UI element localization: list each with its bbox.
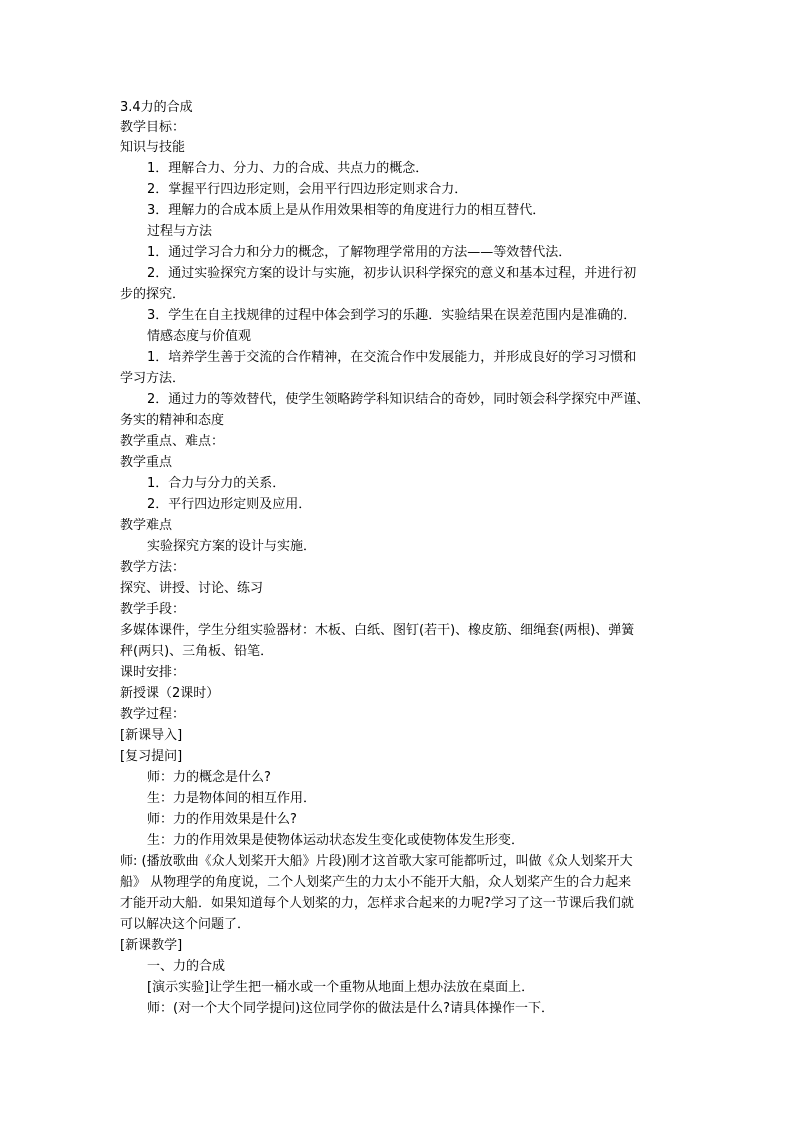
text-line: 秤(两只)、三角板、铅笔． [120, 644, 274, 659]
text-line: 1．通过学习合力和分力的概念，了解物理学常用的方法——等效替代法． [147, 245, 572, 260]
text-line: 2．掌握平行四边形定则，会用平行四边形定则求合力． [147, 182, 468, 197]
text-line: 新授课（2课时） [120, 686, 220, 701]
text-line: [演示实验]让学生把一桶水或一个重物从地面上想办法放在桌面上． [147, 980, 535, 995]
dialogue-line: 生：力的作用效果是使物体运动状态发生变化或使物体发生形变． [147, 833, 525, 848]
text-line: 2．通过实验探究方案的设计与实施，初步认识科学探究的意义和基本过程，并进行初 [147, 266, 637, 281]
heading-methods: 教学方法： [120, 560, 186, 575]
text-line: 可以解决这个问题了． [120, 917, 251, 932]
text-line: 2．通过力的等效替代，使学生领略跨学科知识结合的奇妙，同时领会科学探究中严谨、 [147, 392, 650, 407]
text-line: 师：(对一个大个同学提问)这位同学你的做法是什么?请具体操作一下． [147, 1001, 555, 1016]
text-line: 3．学生在自主找规律的过程中体会到学习的乐趣．实验结果在误差范围内是准确的． [147, 308, 637, 323]
text-line: 实验探究方案的设计与实施． [147, 539, 317, 554]
heading-means: 教学手段： [120, 602, 186, 617]
subheading-force-composition: 一、力的合成 [147, 959, 226, 974]
text-line: 才能开动大船．如果知道每个人划桨的力，怎样求合起来的力呢?学习了这一节课后我们就 [120, 896, 634, 911]
dialogue-line: 师：力的作用效果是什么? [147, 812, 297, 827]
text-line: 1．合力与分力的关系． [147, 476, 286, 491]
dialogue-line: 生：力是物体间的相互作用． [147, 791, 317, 806]
text-line: 2．平行四边形定则及应用． [147, 497, 312, 512]
text-line: 步的探究． [120, 287, 186, 302]
subheading-knowledge: 知识与技能 [120, 140, 186, 155]
text-line: [复习提问] [120, 749, 183, 764]
text-line: 1．理解合力、分力、力的合成、共点力的概念． [147, 161, 429, 176]
text-line: 1．培养学生善于交流的合作精神，在交流合作中发展能力，并形成良好的学习习惯和 [147, 350, 637, 365]
text-line: 多媒体课件，学生分组实验器材：木板、白纸、图钉(若干)、橡皮筋、细绳套(两根)、弹簧 [120, 623, 635, 638]
text-line: [新课导入] [120, 728, 183, 743]
text-line: 探究、讲授、讨论、练习 [120, 581, 264, 596]
subheading-process: 过程与方法 [147, 224, 213, 239]
subheading-attitude: 情感态度与价值观 [147, 329, 252, 344]
heading-schedule: 课时安排： [120, 665, 186, 680]
heading-key-points: 教学重点、难点： [120, 434, 225, 449]
heading-process: 教学过程： [120, 707, 186, 722]
text-line: 3．理解力的合成本质上是从作用效果相等的角度进行力的相互替代． [147, 203, 546, 218]
text-line: 学习方法． [120, 371, 186, 386]
dialogue-line: 师：力的概念是什么? [147, 770, 271, 785]
text-line: 务实的精神和态度 [120, 413, 225, 428]
heading-objectives: 教学目标： [120, 120, 186, 135]
text-line: 船》 从物理学的角度说，二个人划桨产生的力太小不能开大船，众人划桨产生的合力起来 [120, 875, 632, 890]
subheading-difficulties: 教学难点 [120, 518, 173, 533]
text-line: [新课教学] [120, 938, 183, 953]
section-title: 3.4力的合成 [120, 100, 193, 115]
subheading-key-points: 教学重点 [120, 455, 173, 470]
text-line: 师: (播放歌曲《众人划桨开大船》片段)刚才这首歌大家可能都听过，叫做《众人划桨开大 [120, 854, 633, 869]
